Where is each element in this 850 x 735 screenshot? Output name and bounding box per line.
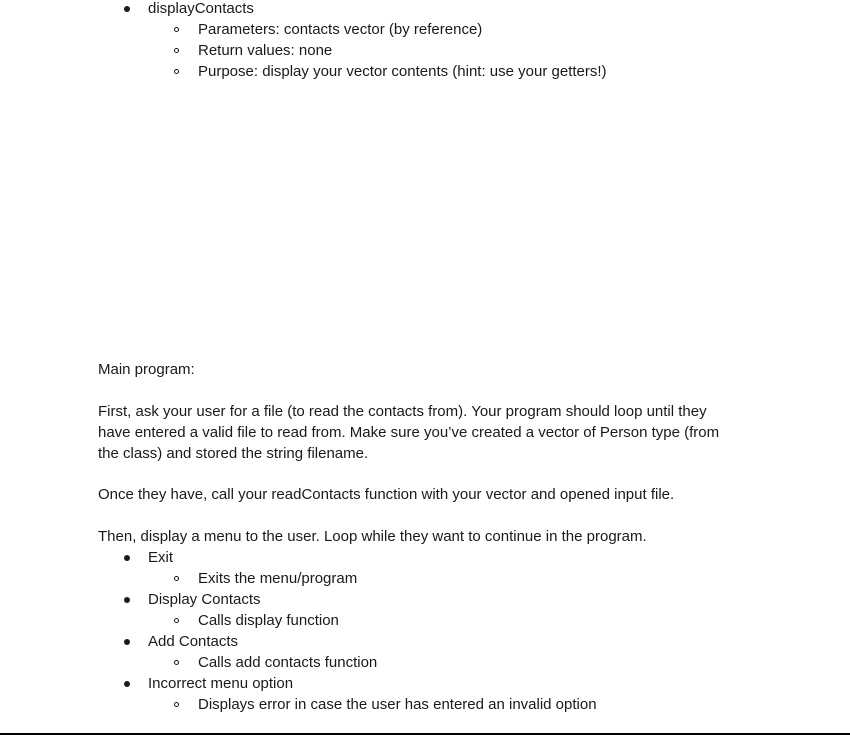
menu-item-display-contacts: Display Contacts bbox=[148, 591, 261, 608]
bullet-icon bbox=[124, 555, 130, 561]
bullet-icon bbox=[124, 681, 130, 687]
section-heading-main-program: Main program: bbox=[98, 361, 195, 378]
paragraph-read-contacts: Once they have, call your readContacts function with your vector and opened input file. bbox=[98, 486, 675, 503]
menu-detail-display-contacts: Calls display function bbox=[198, 612, 339, 629]
menu-detail-exit: Exits the menu/program bbox=[198, 570, 358, 587]
list-item-display-contacts: displayContacts bbox=[148, 0, 254, 17]
sub-item-purpose: Purpose: display your vector contents (hint: use your getters!) bbox=[198, 63, 607, 80]
hollow-bullet-icon bbox=[174, 702, 179, 707]
bullet-icon bbox=[124, 597, 130, 603]
paragraph-line: have entered a valid file to read from. Make sure you’ve created a vector of Person type (from bbox=[98, 424, 720, 441]
bullet-icon bbox=[124, 6, 130, 12]
sub-item-parameters: Parameters: contacts vector (by reference) bbox=[198, 21, 483, 38]
hollow-bullet-icon bbox=[174, 660, 179, 665]
hollow-bullet-icon bbox=[174, 69, 179, 74]
hollow-bullet-icon bbox=[174, 618, 179, 623]
menu-item-exit: Exit bbox=[148, 549, 174, 566]
sub-item-return-values: Return values: none bbox=[198, 42, 333, 59]
paragraph-menu-intro: Then, display a menu to the user. Loop while they want to continue in the program. bbox=[98, 528, 647, 545]
menu-item-add-contacts: Add Contacts bbox=[148, 633, 239, 650]
bullet-icon bbox=[124, 639, 130, 645]
hollow-bullet-icon bbox=[174, 576, 179, 581]
menu-item-incorrect-option: Incorrect menu option bbox=[148, 675, 294, 692]
hollow-bullet-icon bbox=[174, 48, 179, 53]
menu-detail-incorrect-option: Displays error in case the user has entered an invalid option bbox=[198, 696, 597, 713]
hollow-bullet-icon bbox=[174, 27, 179, 32]
paragraph-line: the class) and stored the string filename. bbox=[98, 445, 369, 462]
paragraph-line: First, ask your user for a file (to read the contacts from). Your program should loop until they bbox=[98, 403, 707, 420]
menu-detail-add-contacts: Calls add contacts function bbox=[198, 654, 378, 671]
